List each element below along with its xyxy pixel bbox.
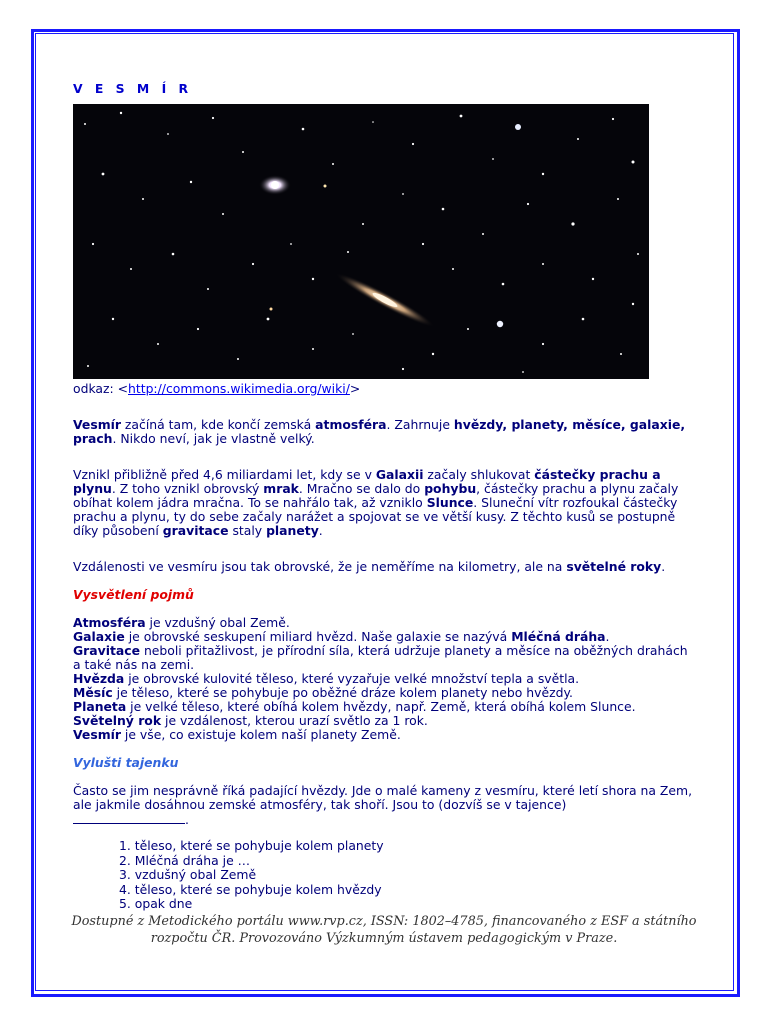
term-definition: neboli přitažlivost, je přírodní síla, která udržuje planety a měsíce na oběžných drahách a také nás na zemi. (73, 643, 688, 672)
term-item (73, 714, 693, 728)
highlighted-term: pohybu (424, 481, 477, 496)
paragraph-text: . Mračno se dalo do (298, 481, 425, 496)
highlighted-term: gravitace (162, 523, 229, 538)
riddle-paragraph (73, 784, 693, 827)
term-name: Atmosféra (73, 615, 146, 630)
paragraph-text: . Sluneční vítr rozfoukal částečky prachu a plynu, ty do sebe začaly narážet a spojovat se ve větší kusy. Z těchto kusů se postupně díky působení (73, 495, 678, 538)
term-item (73, 630, 693, 644)
riddle-end: . (185, 812, 189, 827)
highlighted-term: Vesmír (73, 417, 121, 432)
term-name: Planeta (73, 699, 127, 714)
distance-paragraph (73, 560, 693, 574)
term-name: Světelný rok (73, 713, 162, 728)
term-definition: je obrovské kulovité těleso, které vyzařuje velké množství tepla a světla. (124, 671, 580, 686)
term-item (73, 700, 693, 714)
paragraph-text: . Z toho vznikl obrovský (111, 481, 264, 496)
page-title: V E S M Í R (73, 81, 193, 96)
paragraph-text: začaly shlukovat (423, 467, 535, 482)
worksheet-content (73, 82, 693, 912)
clue-item: 5. opak dne (119, 896, 193, 911)
space-photo (73, 104, 649, 379)
paragraph-text: . Nikdo neví, jak je vlastně velký. (112, 431, 315, 446)
highlighted-term: hvězdy, planety, měsíce, galaxie, prach (73, 417, 686, 446)
riddle-text: Často se jim nesprávně říká padající hvězdy. Jde o malé kameny z vesmíru, které letí shora na Zem, ale jakmile dosáhnou zemské atmosféry, tak shoří. Jsou to (dozvíš se v tajence) (73, 783, 693, 812)
highlighted-term: mrak (263, 481, 299, 496)
answer-blank[interactable] (73, 812, 185, 824)
term-definition: je vše, co existuje kolem naší planety Země. (120, 727, 401, 742)
term-definition: je vzdálenost, kterou urazí světlo za 1 rok. (161, 713, 428, 728)
paragraph-text: . Zahrnuje (386, 417, 454, 432)
paragraph-text: Vznikl přibližně před 4,6 miliardami let, kdy se v (73, 467, 376, 482)
clue-item: 4. těleso, které se pohybuje kolem hvězdy (119, 881, 382, 897)
highlighted-term: atmosféra (315, 417, 387, 432)
term-item (73, 728, 693, 742)
term-item (73, 686, 693, 700)
term-definition: je těleso, které se pohybuje po oběžné dráze kolem planety nebo hvězdy. (112, 685, 573, 700)
term-name: Vesmír (73, 727, 121, 742)
highlighted-term: světelné roky (566, 559, 662, 574)
clue-item: 1. těleso, které se pohybuje kolem planety (119, 838, 384, 853)
terms-list (73, 616, 693, 742)
paragraph-text: začíná tam, kde končí zemská (120, 417, 316, 432)
highlighted-term: Slunce (426, 495, 474, 510)
page-footer: Dostupné z Metodického portálu www.rvp.cz, ISSN: 1802–4785, financovaného z ESF a státního rozpočtu ČR. Provozováno Výzkumným ústavem pedagogickým v Praze. (71, 914, 697, 946)
image-source (73, 382, 693, 396)
highlighted-term: Galaxii (375, 467, 424, 482)
image-source-link[interactable]: http://commons.wikimedia.org/wiki/ (128, 381, 350, 396)
term-definition: je obrovské seskupení miliard hvězd. Naše galaxie se nazývá (124, 629, 512, 644)
highlighted-term: částečky prachu a plynu (73, 467, 661, 496)
term-definition: je vzdušný obal Země. (145, 615, 290, 630)
term-name: Měsíc (73, 685, 113, 700)
term-item (73, 616, 693, 630)
image-source-prefix: odkaz: < (73, 381, 128, 396)
paragraph-text: . (318, 523, 323, 538)
clue-item: 3. vzdušný obal Země (119, 867, 257, 882)
section-title-riddle: Vylušti tajenku (73, 755, 179, 770)
term-definition: je velké těleso, které obíhá kolem hvězdy, např. Země, která obíhá kolem Slunce. (126, 699, 636, 714)
clue-item: 2. Mléčná dráha je … (119, 852, 251, 868)
paragraph-text: . (661, 559, 666, 574)
term-item (73, 644, 693, 672)
term-definition-end: . (605, 629, 610, 644)
term-name: Gravitace (73, 643, 140, 658)
galaxy-round (259, 175, 291, 195)
image-source-suffix: > (349, 381, 361, 396)
paragraph-text: , částečky prachu a plynu začaly obíhat kolem jádra mračna. To se nahřálo tak, až vzniklo (73, 481, 679, 510)
intro-paragraph (73, 418, 693, 446)
origin-paragraph (73, 468, 693, 538)
term-highlight: Mléčná dráha (511, 629, 606, 644)
term-name: Hvězda (73, 671, 125, 686)
term-name: Galaxie (73, 629, 125, 644)
paragraph-text: Vzdálenosti ve vesmíru jsou tak obrovské, že je neměříme na kilometry, ale na (73, 559, 567, 574)
section-title-terms: Vysvětlení pojmů (73, 587, 194, 602)
paragraph-text: staly (228, 523, 267, 538)
clue-list (73, 839, 693, 912)
highlighted-term: planety (266, 523, 319, 538)
term-item (73, 672, 693, 686)
